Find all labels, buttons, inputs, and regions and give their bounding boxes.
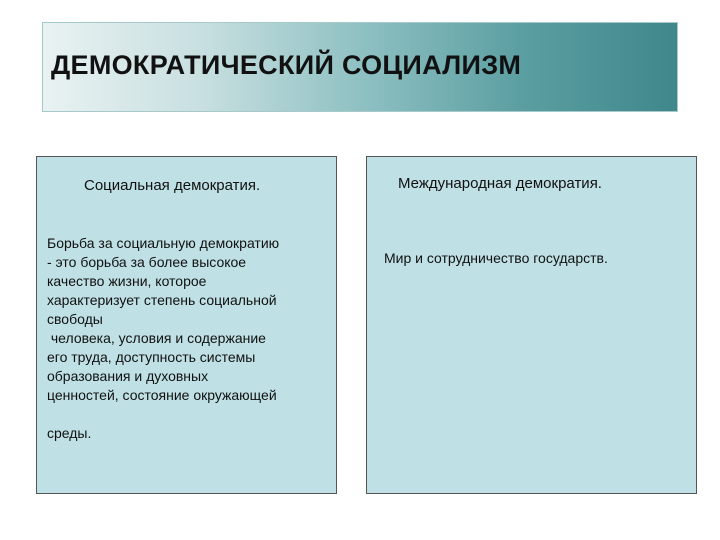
international-democracy-text: Мир и сотрудничество государств. <box>384 250 608 266</box>
international-democracy-panel <box>366 156 697 494</box>
title-banner <box>42 22 678 112</box>
social-democracy-text: Борьба за социальную демократию - это борьба за более высокое качество жизни, которое характеризует степень социальной свободы человека, условия и содержание его труда, доступность системы образования и духовных ценностей, состояние окружающей среды. <box>47 235 280 441</box>
social-democracy-heading: Социальная демократия. <box>84 177 261 194</box>
slide-title: ДЕМОКРАТИЧЕСКИЙ СОЦИАЛИЗМ <box>51 50 522 80</box>
international-democracy-heading: Международная демократия. <box>398 175 602 192</box>
social-democracy-panel <box>36 156 337 494</box>
